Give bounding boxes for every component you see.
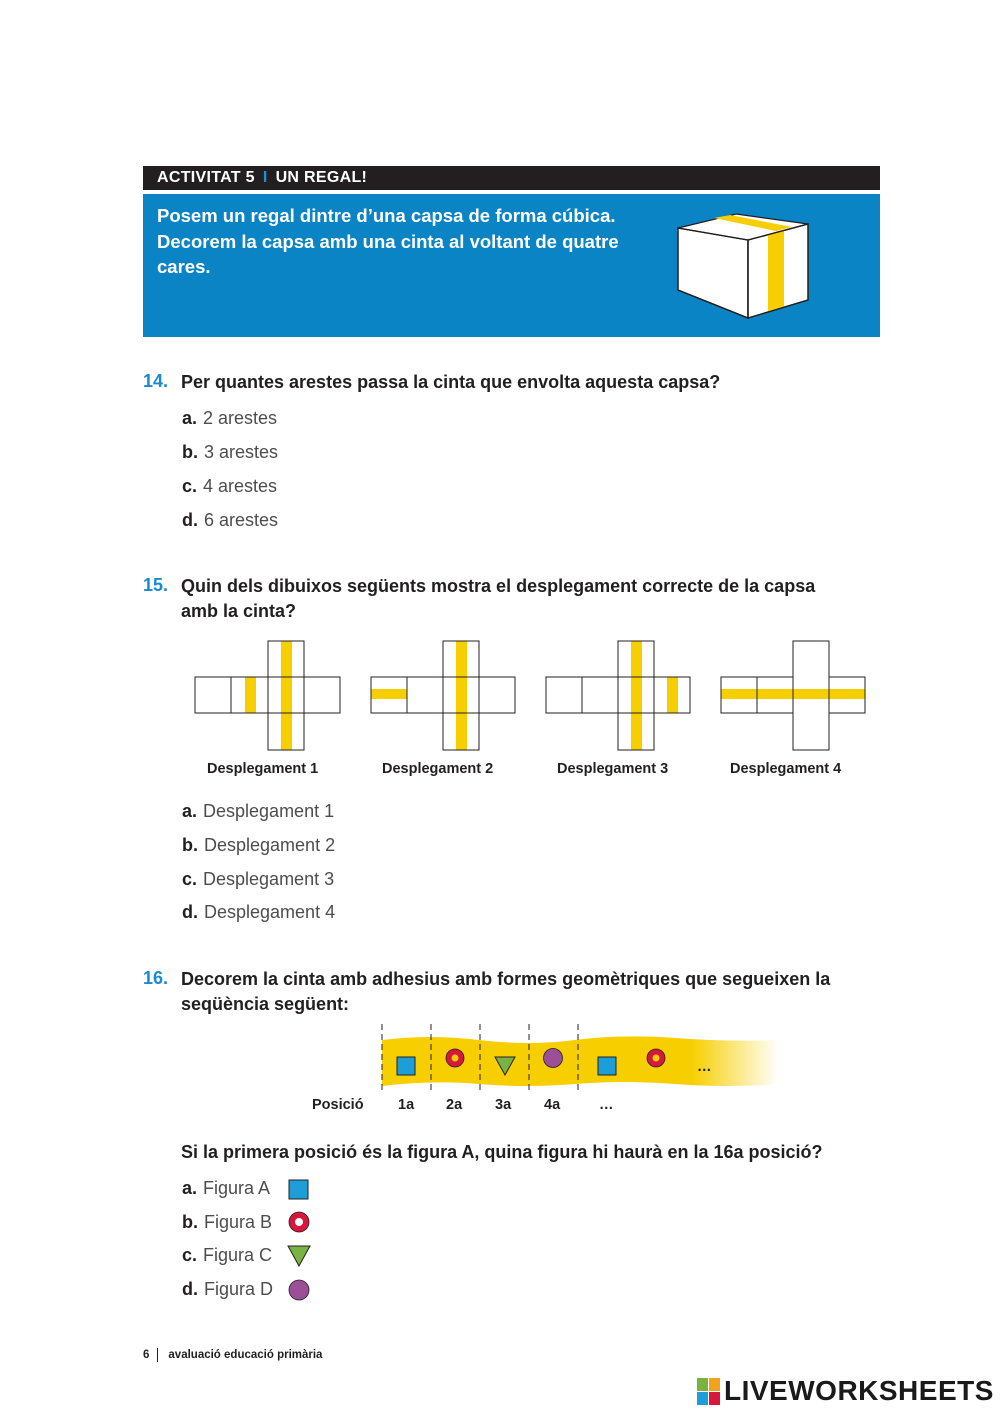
- header-separator: I: [262, 169, 268, 186]
- triangle-icon: [287, 1245, 311, 1267]
- gift-box-illustration: [672, 208, 814, 323]
- square-icon: [288, 1179, 310, 1201]
- q16-option-b[interactable]: b. Figura B: [182, 1212, 273, 1232]
- q14-question: Per quantes arestes passa la cinta que envolta aquesta capsa?: [181, 372, 721, 392]
- page-footer: [143, 1348, 322, 1362]
- q15-option-c[interactable]: c. Desplegament 3: [182, 869, 335, 889]
- q16-option-d[interactable]: d. Figura D: [182, 1279, 274, 1299]
- q16-question: Decorem la cinta amb adhesius amb formes geomètriques que segueixen la seqüència següent:: [181, 969, 831, 1014]
- circle-icon: [544, 1049, 563, 1068]
- ring-icon: [288, 1211, 310, 1233]
- activity-number: ACTIVITAT 5: [157, 169, 255, 186]
- q14-option-c[interactable]: c. 4 arestes: [182, 476, 278, 496]
- footer-text: avaluació educació primària: [168, 1349, 323, 1362]
- square-icon: [598, 1057, 616, 1075]
- intro-text: Posem un regal dintre d’una capsa de forma cúbica. Decorem la capsa amb una cinta al voltant de quatre cares.: [157, 205, 619, 277]
- net-3: [544, 640, 692, 751]
- q14-option-a[interactable]: a. 2 arestes: [182, 408, 278, 428]
- net-1-caption: Desplegament 1: [207, 761, 319, 777]
- q14-option-d[interactable]: d. 6 arestes: [182, 510, 279, 530]
- q16-option-c[interactable]: c. Figura C: [182, 1245, 273, 1265]
- q15-number: 15.: [143, 575, 169, 595]
- net-2-caption: Desplegament 2: [382, 761, 494, 777]
- net-4-caption: Desplegament 4: [730, 761, 842, 777]
- activity-header: [143, 166, 880, 190]
- circle-icon: [288, 1279, 310, 1301]
- q16-number: 16.: [143, 968, 169, 988]
- q15-option-d[interactable]: d. Desplegament 4: [182, 902, 336, 922]
- net-3-caption: Desplegament 3: [557, 761, 669, 777]
- position-2: 2a: [446, 1097, 463, 1113]
- square-icon: [397, 1057, 415, 1075]
- liveworksheets-logo-icon: [697, 1378, 721, 1406]
- q15-question: Quin dels dibuixos següents mostra el desplegament correcte de la capsa amb la cinta?: [181, 576, 816, 621]
- net-4: [719, 640, 867, 751]
- q14-option-b[interactable]: b. 3 arestes: [182, 442, 279, 462]
- q16-option-a[interactable]: a. Figura A: [182, 1178, 271, 1198]
- page-number: 6: [143, 1349, 150, 1362]
- q16-sub-question: Si la primera posició és la figura A, quina figura hi haurà en la 16a posició?: [181, 1142, 823, 1162]
- position-3: 3a: [495, 1097, 512, 1113]
- q15-option-a[interactable]: a. Desplegament 1: [182, 801, 335, 821]
- net-2: [369, 640, 517, 751]
- position-more: …: [599, 1097, 614, 1113]
- ribbon-sequence: [375, 1022, 785, 1096]
- liveworksheets-brand: LIVEWORKSHEETS: [724, 1375, 994, 1406]
- ribbon-ellipsis: …: [697, 1059, 712, 1075]
- position-4: 4a: [544, 1097, 561, 1113]
- net-1: [194, 640, 342, 751]
- position-1: 1a: [398, 1097, 415, 1113]
- q14-number: 14.: [143, 371, 169, 391]
- ribbon-band: [382, 1036, 779, 1086]
- position-label: Posició: [312, 1097, 364, 1113]
- q15-option-b[interactable]: b. Desplegament 2: [182, 835, 336, 855]
- activity-title: UN REGAL!: [275, 169, 368, 186]
